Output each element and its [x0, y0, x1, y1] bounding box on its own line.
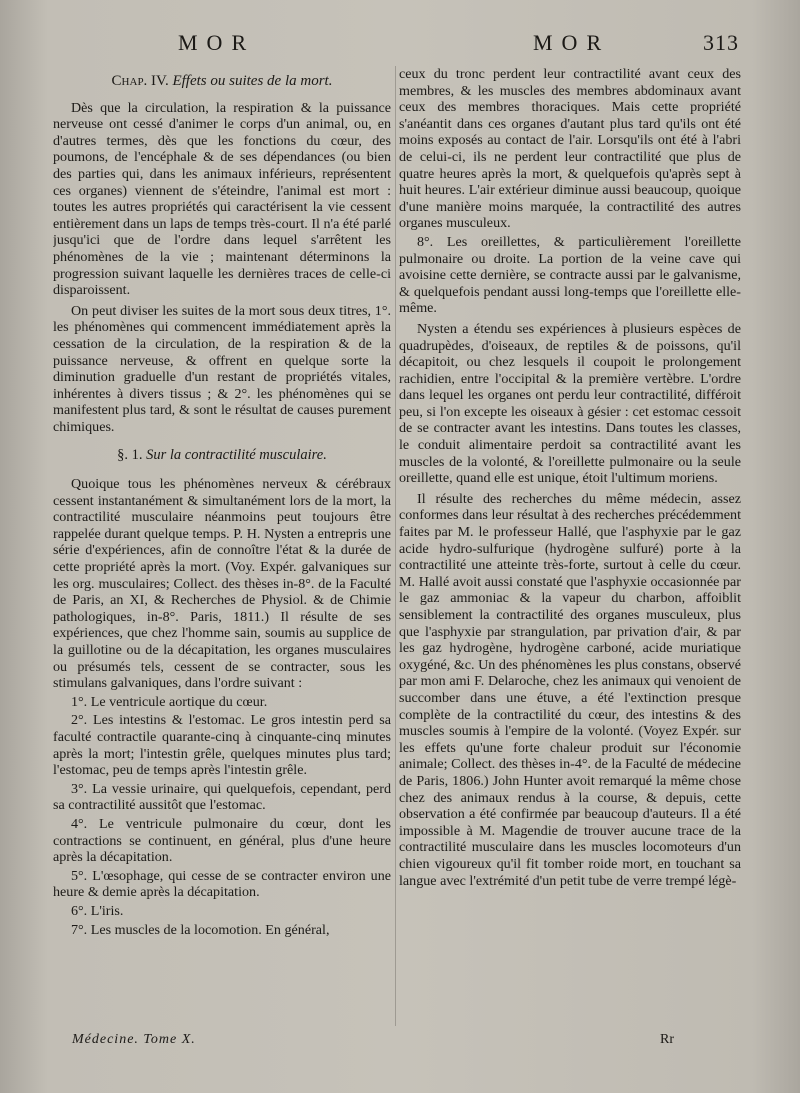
left-column — [53, 66, 391, 1051]
chapter-label: Chap. IV. — [111, 73, 169, 89]
list-item: 6°. L'iris. — [71, 902, 124, 919]
volume-footer: Médecine. Tome X. — [72, 1032, 196, 1047]
right-column — [399, 66, 741, 1051]
list-item: 4°. Le ventricule pulmonaire du cœur, dont les contractions se continuent, en général, plus d'une heure après la décapitation. — [53, 815, 391, 866]
list-item: 2°. Les intestins & l'estomac. Le gros intestin perd sa faculté contractile quarante-cinq à cinquante-cinq minutes après la mort; l'intestin grêle, quelques minutes plus tard; l'estomac, peu de temps après l'intestin grêle. — [53, 712, 391, 779]
list-item: 8°. Les oreillettes, & particulièrement l'oreillette pulmonaire ou droite. La portion de la veine cave qui avoisine cette dernière, se contracte aussi par le galvanisme, & quelquefois pendant aussi long-temps que l'oreillette elle-même. — [399, 233, 741, 317]
section-heading — [53, 447, 391, 464]
chapter-title: Effets ou suites de la mort. — [172, 73, 333, 89]
column-divider — [395, 66, 396, 1026]
paragraph: Il résulte des recherches du même médecin, assez conformes dans leur résultat à des recherches précédemment faites par M. le professeur Hallé, que l'asphyxie par le gaz acide hydro-sulfurique (hydrogène sulfuré) porte à la contractilité une atteinte très-forte, surtout à celle du cœur. M. Hallé avoit aussi constaté que l'asphyxie occasionnée par le gaz ammoniac & la vapeur du charbon, affoiblit sensiblement la contractilité des organes musculeux, plus que l'asphyxie par strangulation, par privation d'air, & par les gaz hydrogène, hydrogène carboné, acide muriatique oxygéné, &c. Un des phénomènes les plus constans, observé par mon ami F. Delaroche, chez les animaux qui venoient de succomber dans une étuve, a été l'extinction presque complète de la contractilité du cœur, des intestins & des muscles soumis à l'empire de la volonté. (Voyez Expér. sur les effets qu'une forte chaleur produit sur l'économie animale; Collect. des thèses in-4°. de la Faculté de médecine de Paris, 1806.) John Hunter avoit remarqué la même chose chez des animaux rendus à la course, & depuis, cette observation a été confirmée par beaucoup d'auteurs. Il a été impossible à M. Magendie de trouver aucune trace de la contractilité musculaire dans les muscles locomoteurs d'un chien vigoureux qu'il fit tomber roide mort, en touchant sa langue avec l'extrémité d'un petit tube de verre trempé légè- — [399, 490, 741, 889]
chapter-heading — [53, 73, 391, 90]
paragraph: Quoique tous les phénomènes nerveux & cérébraux cessent instantanément & simultanément lors de la mort, la contractilité musculaire néanmoins peut toujours être rappelée durant quelque temps. P. H. Nysten a entrepris une série d'expériences, afin de connoître l'état & la durée de cette propriété après la mort. (Voy. Expér. galvaniques sur les org. musculaires; Collect. des thèses in-8°. de la Faculté de Paris, an XI, & Recherches de Physiol. & de Chimie pathologiques, in-8°. Paris, 1811.) Il résulte de ses expériences, que chez l'homme sain, soumis au supplice de la guillotine ou de la décapitation, les organes musculaires ou présumés tels, cessent de se contracter, sous les stimulans galvaniques, dans l'ordre suivant : — [53, 476, 391, 692]
paragraph: Dès que la circulation, la respiration & la puissance nerveuse ont cessé d'animer le corps d'un animal, ou, en d'autres termes, dès que les fonctions du cœur, des poumons, de l'encéphale & de ses dépendances (ou bien des parties qui, dans les animaux inférieurs, représentent ces organes) viennent de s'éteindre, l'animal est mort : toutes les autres propriétés qui caractérisent la vie cessent entièrement dans un laps de temps très-court. Il n'a été parlé jusqu'ici que de l'ordre dans lequel s'arrêtent les phénomènes de la vie ; maintenant déterminons la progression suivant laquelle les dernières traces de celle-ci disparoissent. — [53, 99, 391, 299]
paragraph: Nysten a étendu ses expériences à plusieurs espèces de quadrupèdes, d'oiseaux, de reptiles & de poissons, qu'il décapitoit, ou chez lesquels il coupoit le prolongement rachidien, entre l'occipital & la première vertèbre. L'ordre dans lequel les organes ont perdu leur contractilité, différoit peu, si l'on excepte les oiseaux à gésier : cet estomac cessoit de se contracter avant les intestins. Dans toutes les classes, le conduit alimentaire perdoit sa contractilité avant les muscles de la volonté, & l'oreillette pulmonaire ou la seule oreillette, quand elle est unique, étoit l'ultimum moriens. — [399, 320, 741, 487]
list-item: 1°. Le ventricule aortique du cœur. — [71, 693, 268, 710]
section-title: Sur la contractilité musculaire. — [146, 447, 327, 464]
paragraph: ceux du tronc perdent leur contractilité avant ceux des membres, & les muscles des membres abdominaux avant ceux des membres thoraciques. Mais cette propriété s'anéantit dans ces organes d'autant plus tard qu'ils ont été moins exposés au contact de l'air. Lorsqu'ils ont été à l'abri de celui-ci, ils ne perdent leur contractilité que plus de quatre heures après la mort, & quelquefois qu'après sept à huit heures. L'air extérieur diminue aussi beaucoup, quoique d'une manière moins marquée, la contractilité des autres organes musculeux. — [399, 66, 741, 232]
list-item: 5°. L'œsophage, qui cesse de se contracter environ une heure & demie après la décapitation. — [53, 867, 391, 901]
section-number: §. 1. — [117, 447, 143, 464]
signature-mark: Rr — [660, 1032, 674, 1047]
paragraph: On peut diviser les suites de la mort sous deux titres, 1°. les phénomènes qui commencent immédiatement après la cessation de la circulation, de la respiration & de la puissance nerveuse, & offrent en quelque sorte la diminution graduelle d'un restant de propriétés vitales, inhérentes à divers tissus ; & 2°. les phénomènes qui se manifestent plus tard, & sont le résultat de causes purement chimiques. — [53, 302, 391, 435]
list-item: 3°. La vessie urinaire, qui quelquefois, cependant, perd sa contractilité aussitôt que l'estomac. — [53, 780, 391, 814]
running-head-right: MOR — [533, 30, 611, 55]
page-number: 313 — [703, 30, 739, 55]
running-head-left: MOR — [178, 30, 256, 55]
list-item: 7°. Les muscles de la locomotion. En général, — [71, 921, 330, 938]
